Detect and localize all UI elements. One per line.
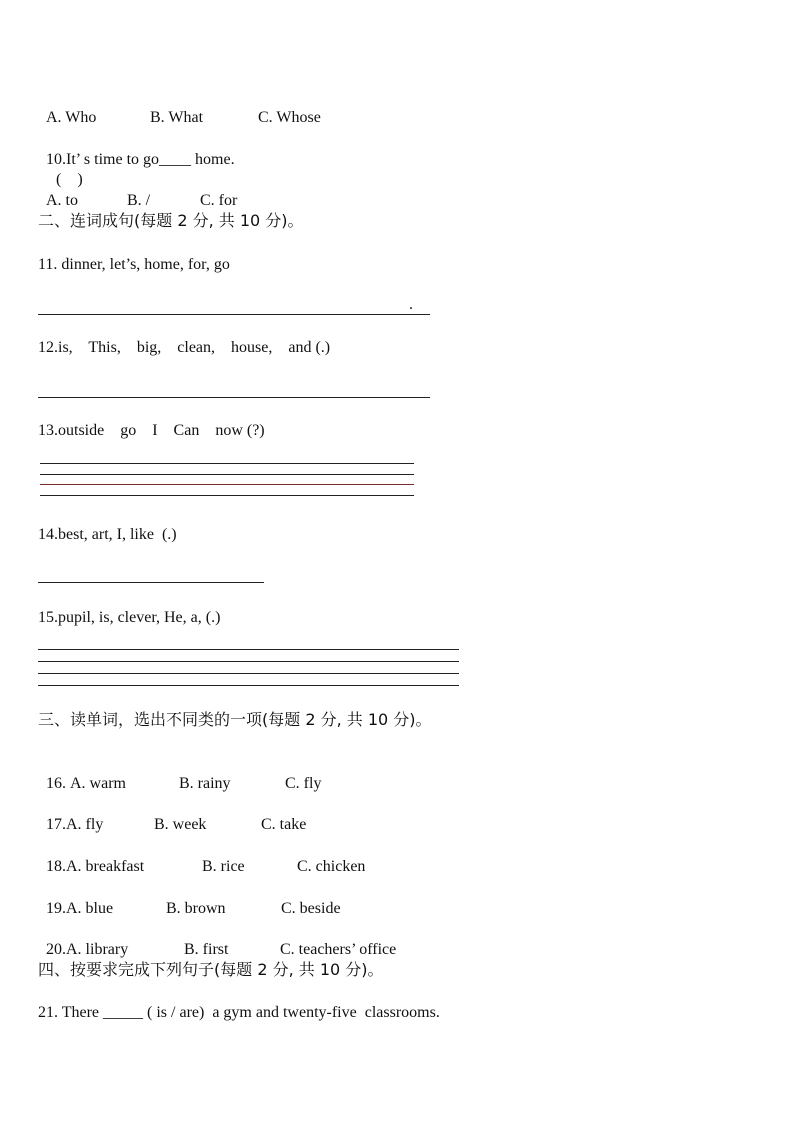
q9-option-c: C. Whose [258,109,321,126]
q15-answer-line-1[interactable] [38,649,459,650]
q12-text: 12.is, This, big, clean, house, and (.) [38,339,331,356]
q17-number: 17. [46,816,66,833]
q20-option-a: A. library [66,941,129,958]
q16-number: 16. [46,775,66,792]
q16-option-b: B. rainy [179,775,231,792]
q14-answer-line[interactable] [38,582,264,583]
question-20 [38,920,396,960]
q16-option-a: A. warm [70,775,126,792]
q19-number: 19. [46,900,66,917]
q9-option-a: A. Who [46,109,97,126]
q13-answer-line-4[interactable] [40,495,414,496]
q16-option-c: C. fly [285,775,322,792]
q20-number: 20. [46,941,66,958]
q21-text: 21. There _____ ( is / are) a gym and twenty-five classrooms. [38,1004,440,1021]
section-3-title: 三、读单词，选出不同类的一项(每题 2 分, 共 10 分)。 [38,710,432,729]
q20-option-c: C. teachers’ office [280,941,397,958]
section-4-title: 四、按要求完成下列句子(每题 2 分, 共 10 分)。 [38,960,384,979]
q12-answer-line[interactable] [38,397,430,398]
q10-text: 10.It’ s time to go____ home. [46,151,235,168]
q10-option-b: B. / [127,192,151,209]
q15-answer-line-2[interactable] [38,661,459,662]
question-17 [38,795,306,835]
q18-option-b: B. rice [202,858,245,875]
q13-answer-line-2[interactable] [40,474,414,475]
question-19 [38,879,341,919]
q18-number: 18. [46,858,66,875]
question-18 [38,837,365,877]
q13-answer-line-3[interactable] [40,484,414,485]
q13-text: 13.outside go I Can now (?) [38,422,265,439]
q19-option-a: A. blue [66,900,114,917]
q20-option-b: B. first [184,941,229,958]
q11-answer-line[interactable] [38,314,430,315]
q19-option-b: B. brown [166,900,226,917]
q19-option-c: C. beside [281,900,341,917]
q18-option-a: A. breakfast [66,858,145,875]
q10-option-a: A. to [46,192,78,209]
q17-option-a: A. fly [66,816,104,833]
q9-options [38,88,321,128]
q11-text: 11. dinner, let’s, home, for, go [38,256,230,273]
q17-option-b: B. week [154,816,207,833]
section-2-title: 二、连词成句(每题 2 分, 共 10 分)。 [38,211,304,230]
question-16 [38,754,321,794]
q15-answer-line-4[interactable] [38,685,459,686]
q15-text: 15.pupil, is, clever, He, a, (.) [38,609,221,626]
q11-end-mark: . [409,296,413,313]
q10-answer-paren[interactable]: ( ) [56,171,83,188]
q10-option-c: C. for [200,192,238,209]
q15-answer-line-3[interactable] [38,673,459,674]
q10-options [38,171,237,211]
q18-option-c: C. chicken [297,858,366,875]
q17-option-c: C. take [261,816,307,833]
q9-option-b: B. What [150,109,204,126]
q14-text: 14.best, art, I, like (.) [38,526,177,543]
q13-answer-line-1[interactable] [40,463,414,464]
